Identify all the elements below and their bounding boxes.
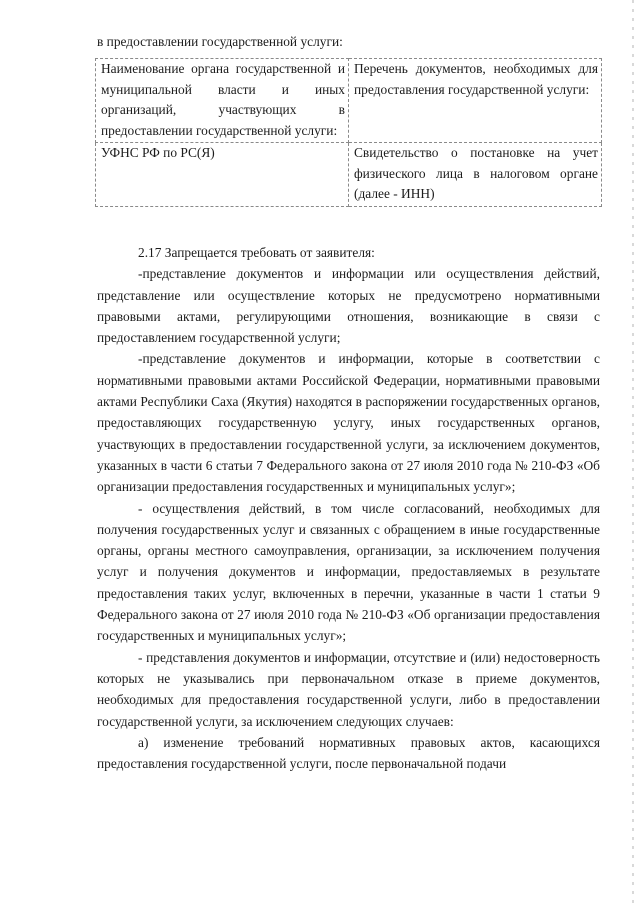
table-header-row [96, 59, 602, 143]
scan-edge-artifact [632, 0, 634, 905]
table-header-documents: Перечень документов, необходимых для предоставления государственной услуги: [349, 59, 602, 143]
paragraph: -представление документов и информации, которые в соответствии с нормативными правовыми актами Российской Федерации, нормативными правовыми актами Республики Саха (Якутия) находятся в распоряжении государственных органов, предоставляющих государственную услугу, иных государственных органов, участвующих в предоставлении государственной услуги, за исключением документов, указанных в части 6 статьи 7 Федерального закона от 27 июля 2010 года № 210-ФЗ «Об организации предоставления государственных и муниципальных услуг»; [97, 351, 600, 495]
paragraph: - осуществления действий, в том числе согласований, необходимых для получения государственных услуг и связанных с обращением в иные государственные органы, органы местного самоуправления, организации, за исключением получения услуг и получения документов и информации, предоставляемых в результате предоставления таких услуг, включенных в перечни, указанные в части 1 статьи 9 Федерального закона от 27 июля 2010 года № 210-ФЗ «Об организации предоставления государственных и муниципальных услуг»; [97, 500, 600, 644]
table-header-authority: Наименование органа государственной и муниципальной власти и иных организаций, участвующих в предоставлении государственной услуги: [96, 59, 349, 143]
paragraph: а) изменение требований нормативных правовых актов, касающихся предоставления государственной услуги, после первоначальной подачи [97, 734, 600, 772]
table-row [96, 143, 602, 207]
documents-table [95, 58, 602, 207]
section-2-17 [97, 242, 600, 774]
intro-line: в предоставлении государственной услуги: [97, 34, 343, 49]
paragraph: - представления документов и информации, отсутствие и (или) недостоверность которых не указывались при первоначальном отказе в приеме документов, необходимых для предоставления государственной услуги, либо в предоставлении государственной услуги, за исключением следующих случаев: [97, 649, 600, 729]
table-cell-documents: Свидетельство о постановке на учет физического лица в налоговом органе (далее - ИНН) [349, 143, 602, 207]
section-heading: 2.17 Запрещается требовать от заявителя: [138, 245, 375, 260]
table-cell-authority: УФНС РФ по РС(Я) [96, 143, 349, 207]
paragraph: -представление документов и информации или осуществления действий, представление или осуществление которых не предусмотрено нормативными правовыми актами, регулирующими отношения, возникающие в связи с предоставлением государственной услуги; [97, 266, 600, 346]
